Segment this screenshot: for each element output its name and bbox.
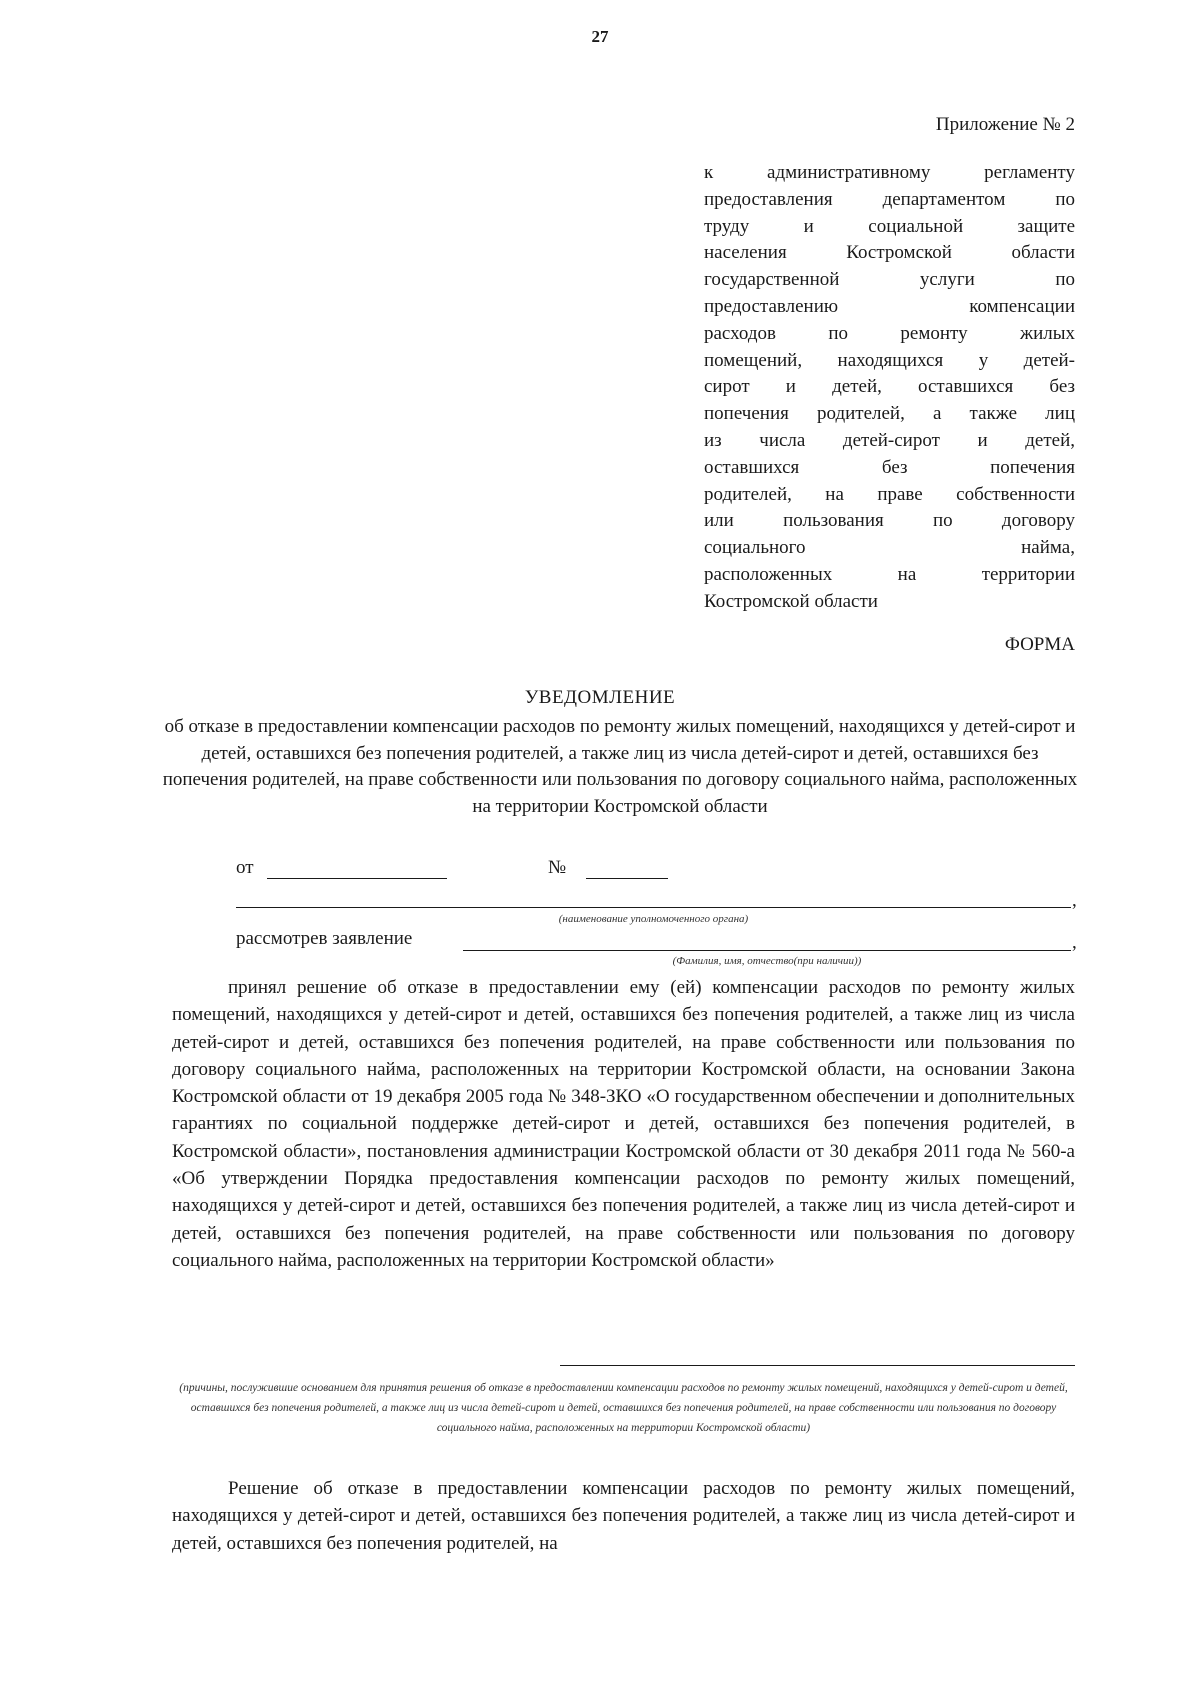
appendix-line: населения Костромской области (704, 242, 1075, 264)
applicant-caption: (Фамилия, имя, отчество(при наличии)) (672, 955, 862, 967)
decision-body: принял решение об отказе в предоставлении ему (ей) компенсации расходов по ремонту жилых помещений, находящихся у детей-сирот и детей, оставшихся без попечения родителей, а также лиц из числа детей-сирот и детей, оставшихся без попечения родителей, на праве собственности или пользования по договору социального найма, расположенных на территории Костромской области, на основании Закона Костромской области от 19 декабря 2005 года № 348-ЗКО «О государственном обеспечении и дополнительных гарантиях по социальной поддержке детей-сирот и детей, оставшихся без попечения родителей, в Костромской области», постановления администрации Костромской области от 30 декабря 2011 года № 560-а «Об утверждении Порядка предоставления компенсации расходов по ремонту жилых помещений, находящихся у детей-сирот и детей, оставшихся без попечения родителей, а также лиц из числа детей-сирот и детей, оставшихся без попечения родителей, на праве собственности или пользования по договору социального найма, расположенных на территории Костромской области» (172, 977, 1075, 1271)
appendix-line: предоставления департаментом по (704, 188, 1075, 210)
appendix-line: Костромской области (704, 590, 878, 612)
appendix-line: из числа детей-сирот и детей, (704, 429, 1075, 451)
date-label: от (236, 857, 254, 878)
authority-caption: (наименование уполномоченного органа) (558, 913, 749, 925)
appendix-line: или пользования по договору (704, 510, 1075, 532)
appendix-line: к административному регламенту (704, 162, 1075, 183)
applicant-field[interactable] (463, 950, 1071, 951)
applicant-label: рассмотрев заявление (236, 928, 413, 949)
appendix-line: расходов по ремонту жилых (704, 322, 1075, 344)
decision-paragraph: Решение об отказе в предоставлении компенсации расходов по ремонту жилых помещений, находящихся у детей-сирот и детей, оставшихся без попечения родителей, а также лиц из числа детей-сирот и детей, оставшихся без попечения родителей, на (172, 1478, 1075, 1554)
appendix-line: предоставлению компенсации (704, 295, 1075, 317)
reasons-caption: (причины, послужившие основанием для принятия решения об отказе в предоставлении компенсации расходов по ремонту жилых помещений, находящихся у детей-сирот и детей, оставшихся без попечения родителей, а также лиц из числа детей-сирот и детей, оставшихся без попечения родителей, на праве собственности или пользования по договору социального найма, расположенных на территории Костромской области) (179, 1382, 1068, 1434)
form-label: ФОРМА (1004, 634, 1075, 655)
appendix-line: оставшихся без попечения (704, 456, 1075, 478)
authority-comma: , (1072, 890, 1077, 911)
number-field[interactable] (586, 878, 668, 879)
appendix-line: государственной услуги по (704, 269, 1075, 291)
appendix-line: сирот и детей, оставшихся без (704, 376, 1075, 398)
notice-subject: об отказе в предоставлении компенсации расходов по ремонту жилых помещений, находящихся у детей-сирот и детей, оставшихся без попечения родителей, а также лиц из числа детей-сирот и детей, оставшихся без попечения родителей, на праве собственности или пользования по договору социального найма, расположенных на территории Костромской области (162, 716, 1078, 817)
appendix-line: труду и социальной защите (704, 215, 1075, 237)
appendix-line: расположенных на территории (704, 563, 1075, 585)
number-label: № (548, 857, 567, 878)
notice-title: УВЕДОМЛЕНИЕ (524, 687, 676, 708)
authority-field[interactable] (236, 907, 1071, 908)
date-field[interactable] (267, 878, 447, 879)
reasons-field[interactable] (560, 1365, 1075, 1366)
appendix-title: Приложение № 2 (935, 114, 1075, 135)
appendix-reference (704, 160, 1075, 616)
appendix-line: попечения родителей, а также лиц (704, 403, 1075, 425)
appendix-line: помещений, находящихся у детей- (704, 349, 1075, 371)
page-number: 27 (591, 27, 609, 46)
appendix-line: социального найма, (704, 537, 1075, 559)
applicant-comma: , (1072, 932, 1077, 953)
appendix-line: родителей, на праве собственности (704, 483, 1075, 505)
